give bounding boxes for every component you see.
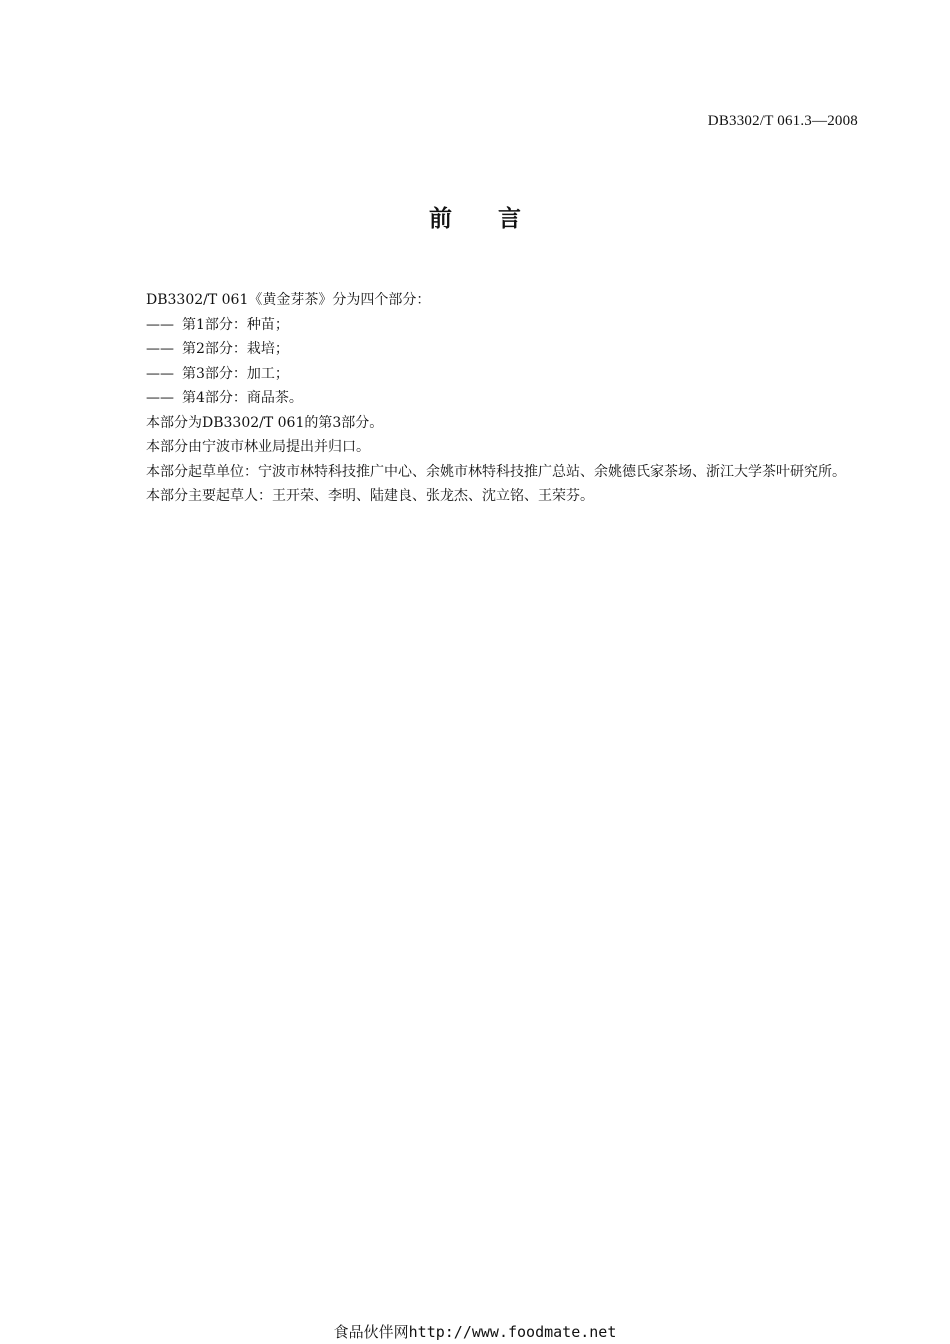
part-list-item-3 (114, 362, 860, 387)
list-dash: —— (146, 365, 174, 382)
list-dash: —— (146, 341, 174, 357)
footer-site-name: 食品伙伴网 (333, 1323, 409, 1341)
intro-paragraph: DB3302/T 061《黄金芽茶》分为四个部分： (146, 292, 431, 308)
title-char-2: 言 (498, 206, 521, 232)
part-list-item-1 (114, 313, 860, 338)
part-label: 第4部分：商品茶。 (182, 390, 303, 406)
list-dash: —— (146, 316, 174, 333)
page-title (0, 200, 950, 233)
drafting-units-paragraph: 本部分起草单位：宁波市林特科技推广中心、余姚市林特科技推广总站、余姚德氏家茶场、浙江大学茶叶研究所。 (146, 463, 846, 480)
standard-code: DB3302/T 061.3—2008 (707, 113, 858, 129)
foreword-body (114, 288, 860, 509)
proposer-paragraph: 本部分由宁波市林业局提出并归口。 (146, 439, 370, 455)
title-char-1: 前 (429, 206, 452, 232)
part-label: 第1部分：种苗； (182, 316, 289, 333)
list-dash: —— (146, 390, 174, 406)
part-list-item-2 (114, 337, 860, 362)
part-label: 第2部分：栽培； (182, 341, 289, 357)
drafters-paragraph: 本部分主要起草人：王开荣、李明、陆建良、张龙杰、沈立铭、王荣芬。 (146, 488, 594, 504)
footer-watermark (0, 1321, 950, 1342)
footer-url-link[interactable]: http://www.foodmate.net (408, 1323, 617, 1341)
part-list-item-4 (114, 386, 860, 411)
part-label: 第3部分：加工； (182, 365, 289, 382)
this-part-paragraph: 本部分为DB3302/T 061的第3部分。 (146, 414, 384, 431)
